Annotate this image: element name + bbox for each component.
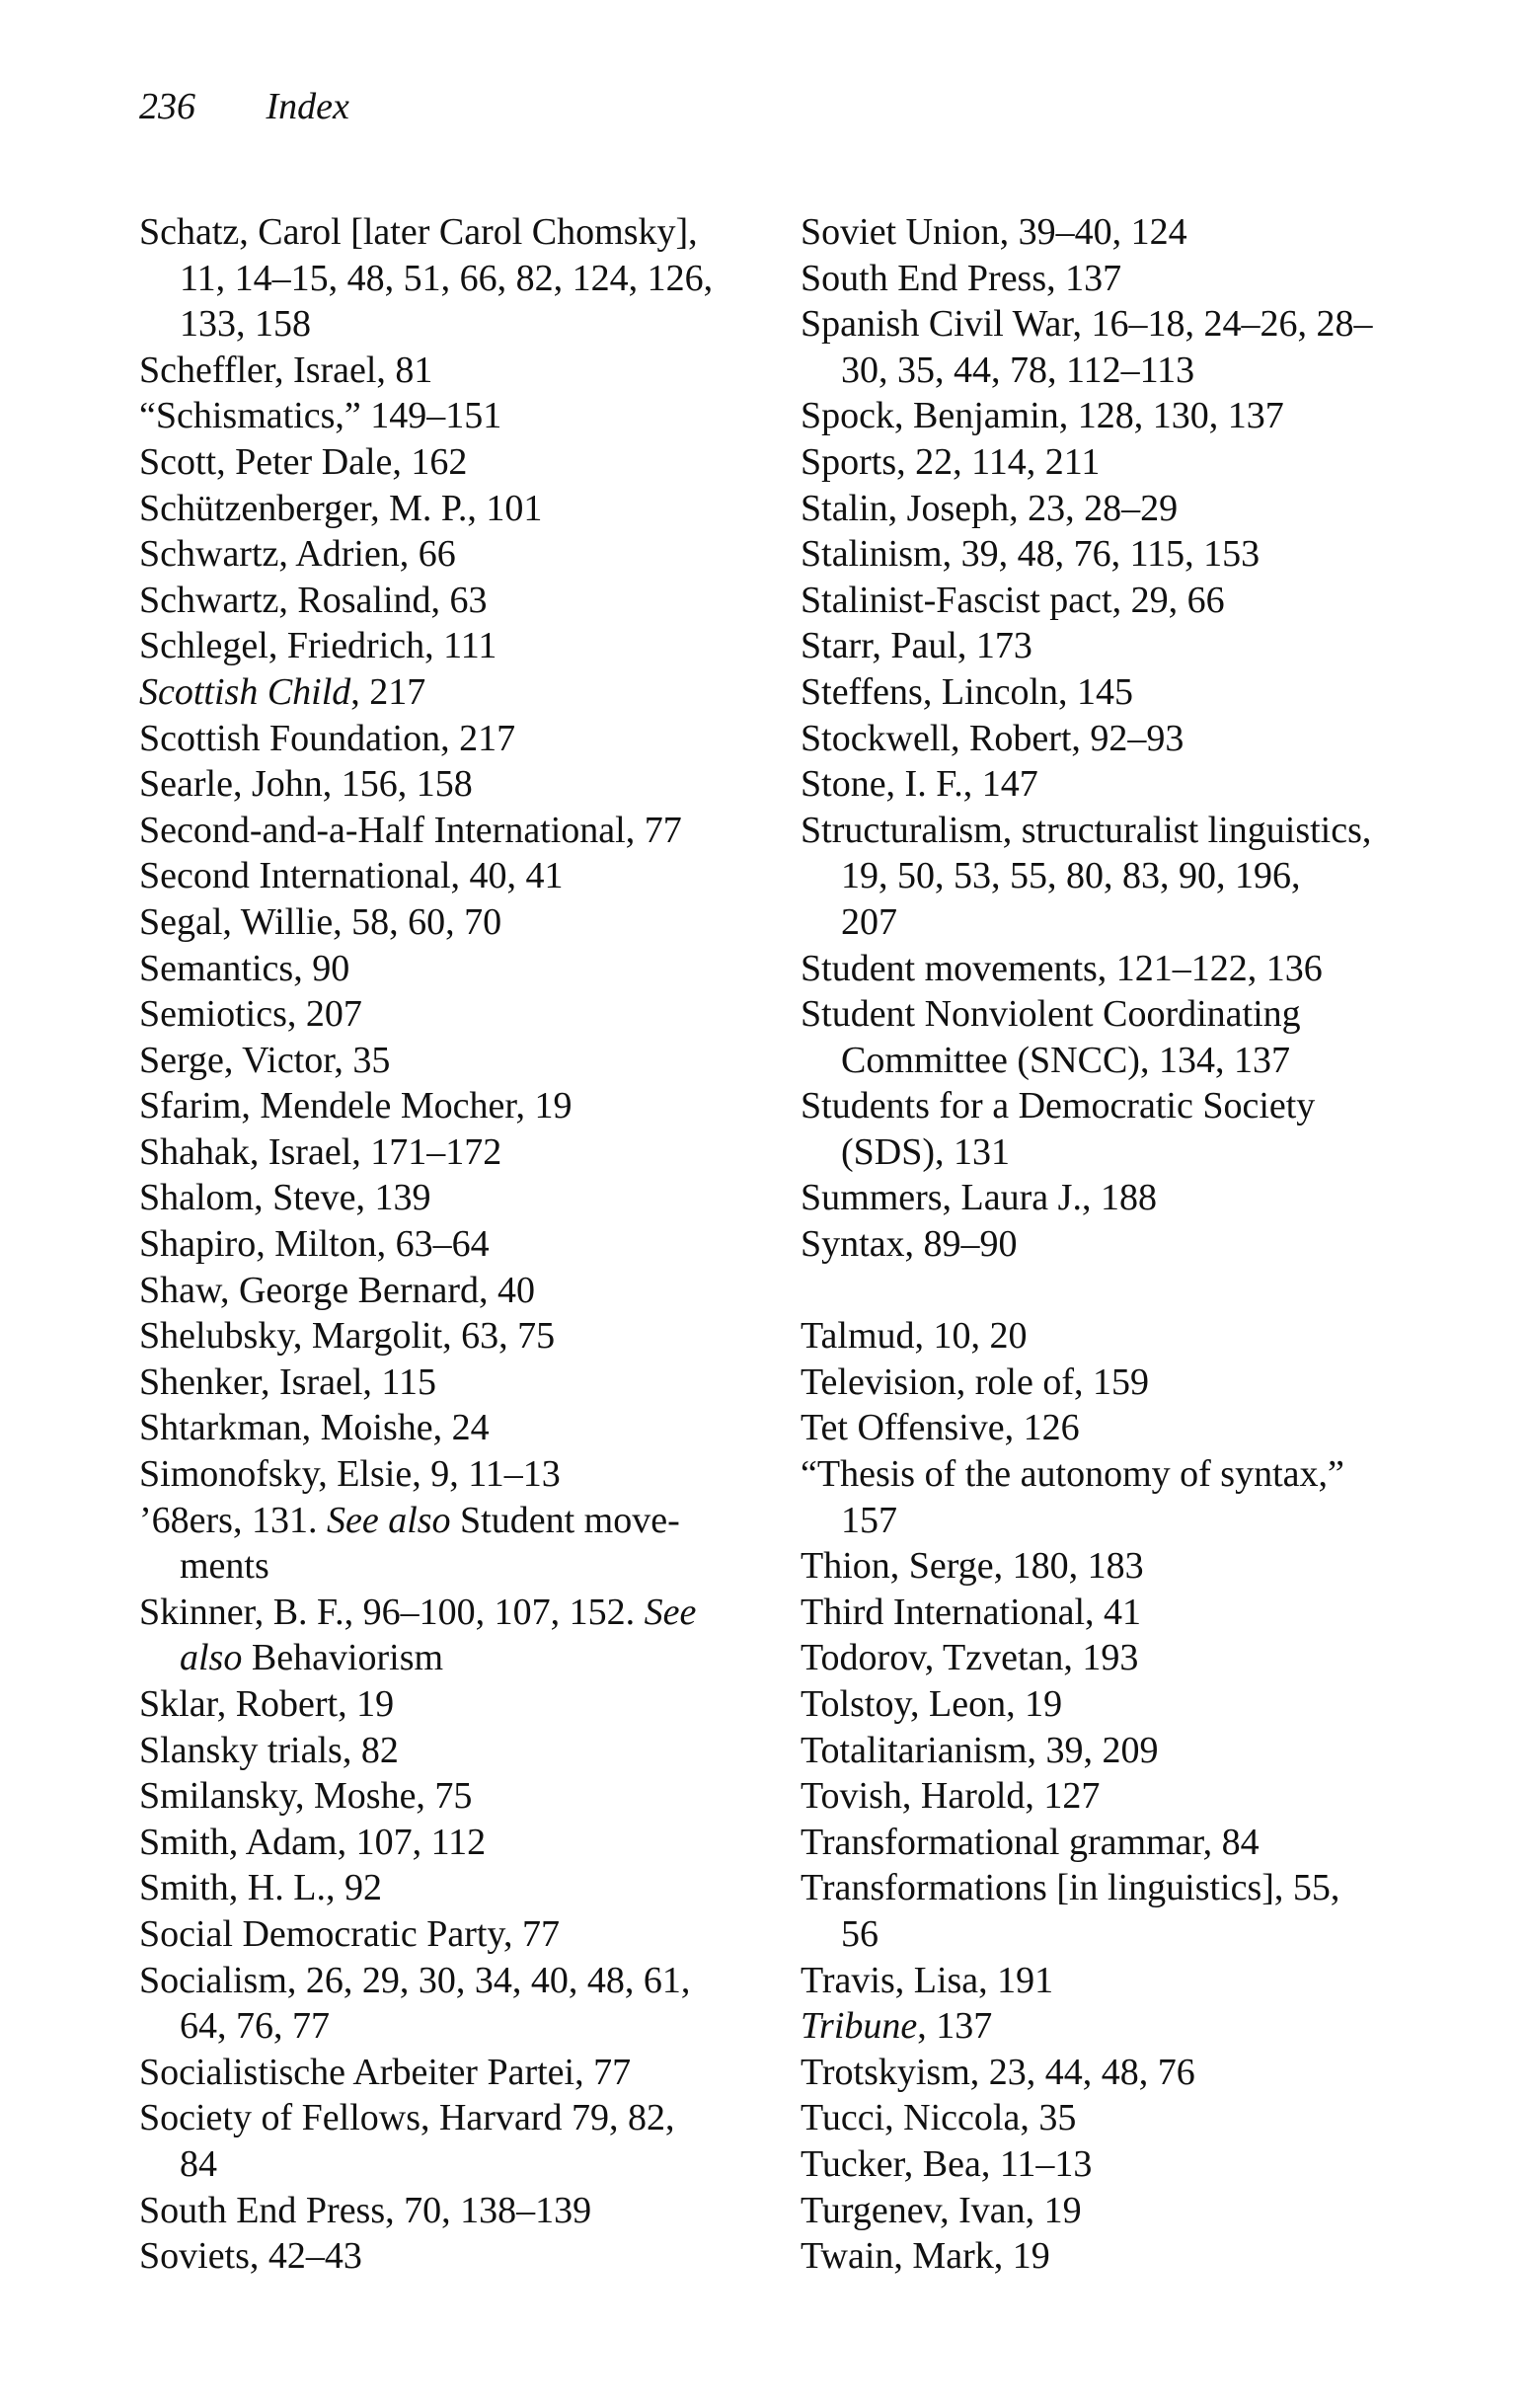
page-number: 236 (139, 86, 195, 127)
index-entry (801, 1543, 1472, 1590)
index-column-right (801, 209, 1472, 2280)
index-entry (801, 623, 1472, 669)
index-entry (801, 1958, 1472, 2004)
index-entry (801, 761, 1472, 808)
index-entry (801, 1728, 1472, 1774)
index-entry (801, 2003, 1472, 2050)
index-entry (801, 1681, 1472, 1728)
index-entry (801, 2050, 1472, 2096)
entry-text: Semiotics, 207 (139, 993, 362, 1036)
index-entry (139, 1590, 810, 1681)
index-entry (801, 2141, 1472, 2188)
entry-text: Turgenev, Ivan, 19 (801, 2189, 1082, 2231)
entry-text: Schwartz, Adrien, 66 (139, 533, 456, 576)
index-entry (801, 669, 1472, 716)
entry-text: South End Press, 137 (801, 257, 1122, 299)
index-entry (801, 1590, 1472, 1636)
entry-text: Second-and-a-Half International, 77 (139, 809, 682, 851)
index-entry (801, 2233, 1472, 2280)
entry-text: Transformations [in linguistics], 55, 56 (801, 1867, 1340, 1955)
entry-text: Student movements, 121–122, 136 (801, 947, 1323, 989)
entry-text: Soviet Union, 39–40, 124 (801, 211, 1187, 253)
entry-text: Socialistische Arbeiter Partei, 77 (139, 2051, 632, 2093)
index-entry (139, 1911, 810, 1958)
index-entry (801, 991, 1472, 1083)
entry-text: Twain, Mark, 19 (801, 2235, 1050, 2278)
entry-text: Structuralism, structuralist linguistics, 19, 50, 53, 55, 80, 83, 90, 196, 207 (801, 809, 1372, 943)
index-entry (139, 1083, 810, 1129)
entry-text: Stone, I. F., 147 (801, 763, 1038, 806)
entry-text: Totalitarianism, 39, 209 (801, 1729, 1159, 1771)
index-entry (139, 1175, 810, 1221)
index-entry (801, 716, 1472, 762)
entry-text: Tet Offensive, 126 (801, 1407, 1080, 1449)
entry-text: Student Nonviolent Coordinating Committee (SNCC), 134, 137 (801, 993, 1301, 1081)
entry-text: Tucci, Niccola, 35 (801, 2097, 1077, 2139)
entry-text: Scottish Foundation, 217 (139, 717, 516, 759)
entry-text: Smilansky, Moshe, 75 (139, 1775, 473, 1818)
index-entry (139, 761, 810, 808)
entry-text: Tovish, Harold, 127 (801, 1775, 1101, 1818)
entry-text: Trotskyism, 23, 44, 48, 76 (801, 2051, 1195, 2093)
entry-text: Stockwell, Robert, 92–93 (801, 717, 1184, 759)
index-entry (801, 1405, 1472, 1451)
index-entry (139, 1681, 810, 1728)
entry-text: Spock, Benjamin, 128, 130, 137 (801, 395, 1284, 437)
index-entry (139, 1865, 810, 1911)
index-entry (139, 853, 810, 899)
entry-text: Second International, 40, 41 (139, 855, 564, 897)
entry-text: Syntax, 89–90 (801, 1223, 1018, 1266)
entry-text: Serge, Victor, 35 (139, 1039, 391, 1081)
index-entry (139, 1359, 810, 1406)
index-entry (139, 946, 810, 992)
entry-text: Smith, H. L., 92 (139, 1867, 382, 1909)
index-entry (139, 2050, 810, 2096)
section-gap (801, 1268, 1472, 1314)
index-entry (801, 1221, 1472, 1268)
index-entry (801, 1635, 1472, 1681)
index-entry (139, 1451, 810, 1498)
entry-text: Slansky trials, 82 (139, 1729, 399, 1771)
entry-text: Schatz, Carol [later Carol Chomsky], 11, 14–15, 48, 51, 66, 82, 124, 126, 133, 158 (139, 211, 714, 346)
index-entry (139, 1221, 810, 1268)
index-entry (139, 486, 810, 532)
index-entry (139, 899, 810, 946)
index-entry (801, 578, 1472, 624)
entry-italic: Scottish Child (139, 670, 351, 713)
index-entry (801, 1820, 1472, 1866)
entry-text: Social Democratic Party, 77 (139, 1912, 560, 1955)
entry-text: Stalinist-Fascist pact, 29, 66 (801, 579, 1225, 621)
entry-text: Shapiro, Milton, 63–64 (139, 1223, 490, 1266)
index-entry (801, 946, 1472, 992)
entry-text: Thion, Serge, 180, 183 (801, 1545, 1144, 1588)
entry-text: Skinner, B. F., 96–100, 107, 152. (139, 1591, 645, 1633)
entry-text: Todorov, Tzvetan, 193 (801, 1637, 1139, 1679)
index-entry (801, 301, 1472, 393)
entry-text: Travis, Lisa, 191 (801, 1959, 1054, 2001)
index-entry (139, 393, 810, 439)
index-entry (139, 2095, 810, 2187)
entry-text: Stalinism, 39, 48, 76, 115, 153 (801, 533, 1261, 576)
index-entry (139, 531, 810, 578)
entry-text: Spanish Civil War, 16–18, 24–26, 28– 30, 35, 44, 78, 112–113 (801, 303, 1373, 391)
entry-italic: See also (180, 1591, 697, 1679)
entry-text: Socialism, 26, 29, 30, 34, 40, 48, 61, 64, 76, 77 (139, 1959, 691, 2048)
index-entry (139, 1405, 810, 1451)
index-entry (801, 209, 1472, 256)
index-entry (139, 1958, 810, 2050)
index-entry (139, 1268, 810, 1314)
index-entry (139, 1773, 810, 1820)
entry-text: Stalin, Joseph, 23, 28–29 (801, 487, 1179, 529)
index-entry (801, 1359, 1472, 1406)
index-entry (139, 2188, 810, 2234)
index-entry (139, 1038, 810, 1084)
index-entry (139, 669, 810, 716)
entry-text: “Schismatics,” 149–151 (139, 395, 502, 437)
entry-text: Simonofsky, Elsie, 9, 11–13 (139, 1453, 561, 1496)
entry-text: Transformational grammar, 84 (801, 1821, 1260, 1863)
entry-italic: Tribune (801, 2005, 918, 2048)
entry-text: Segal, Willie, 58, 60, 70 (139, 900, 502, 943)
entry-text: Sklar, Robert, 19 (139, 1683, 395, 1725)
entry-text: Talmud, 10, 20 (801, 1315, 1028, 1358)
entry-text: Shaw, George Bernard, 40 (139, 1269, 536, 1311)
index-entry (139, 1728, 810, 1774)
entry-text: Sports, 22, 114, 211 (801, 440, 1101, 483)
index-entry (801, 486, 1472, 532)
index-entry (139, 1129, 810, 1176)
entry-text: Soviets, 42–43 (139, 2235, 362, 2278)
entry-text: Society of Fellows, Harvard 79, 82, 84 (139, 2097, 675, 2185)
entry-text: Summers, Laura J., 188 (801, 1177, 1157, 1219)
index-entry (139, 623, 810, 669)
index-entry (139, 716, 810, 762)
entry-text: , 217 (350, 670, 426, 713)
entry-text: Shalom, Steve, 139 (139, 1177, 431, 1219)
index-entry (801, 808, 1472, 946)
entry-text: Students for a Democratic Society (SDS), 131 (801, 1085, 1316, 1173)
index-entry (139, 1820, 810, 1866)
index-entry (801, 1451, 1472, 1543)
entry-text: Behaviorism (242, 1637, 444, 1679)
entry-text: Schwartz, Rosalind, 63 (139, 579, 488, 621)
page-title: Index (266, 86, 349, 127)
entry-text: Searle, John, 156, 158 (139, 763, 473, 806)
entry-text: Scott, Peter Dale, 162 (139, 440, 468, 483)
entry-text: Tolstoy, Leon, 19 (801, 1683, 1063, 1725)
index-entry (801, 531, 1472, 578)
index-entry (801, 1313, 1472, 1359)
entry-text: Schlegel, Friedrich, 111 (139, 625, 497, 667)
index-entry (801, 1083, 1472, 1175)
entry-text: Scheffler, Israel, 81 (139, 349, 433, 391)
entry-text: Shtarkman, Moishe, 24 (139, 1407, 490, 1449)
index-entry (139, 1313, 810, 1359)
entry-text: Steffens, Lincoln, 145 (801, 670, 1134, 713)
running-header (139, 85, 349, 128)
index-entry (139, 808, 810, 854)
index-entry (801, 439, 1472, 486)
entry-text: “Thesis of the autonomy of syntax,” 157 (801, 1453, 1344, 1541)
index-entry (139, 439, 810, 486)
index-entry (139, 578, 810, 624)
entry-text: , 137 (917, 2005, 993, 2048)
entry-text: Television, role of, 159 (801, 1360, 1149, 1403)
entry-text: Sfarim, Mendele Mocher, 19 (139, 1085, 573, 1127)
entry-text: South End Press, 70, 138–139 (139, 2189, 592, 2231)
entry-text: Third International, 41 (801, 1591, 1142, 1633)
entry-text: Student move- ments (180, 1499, 680, 1588)
entry-text: Starr, Paul, 173 (801, 625, 1032, 667)
entry-italic: See also (326, 1499, 451, 1541)
entry-text: Shenker, Israel, 115 (139, 1360, 436, 1403)
entry-text: Schützenberger, M. P., 101 (139, 487, 543, 529)
index-entry (139, 348, 810, 394)
index-entry (139, 991, 810, 1038)
index-entry (801, 1865, 1472, 1957)
index-entry (801, 2095, 1472, 2141)
entry-text: Tucker, Bea, 11–13 (801, 2142, 1093, 2185)
entry-text: Shelubsky, Margolit, 63, 75 (139, 1315, 556, 1358)
index-entry (801, 1773, 1472, 1820)
entry-text: Shahak, Israel, 171–172 (139, 1130, 502, 1173)
entry-text: Semantics, 90 (139, 947, 350, 989)
entry-text: ’68ers, 131. (139, 1499, 327, 1541)
index-entry (139, 2233, 810, 2280)
entry-text: Smith, Adam, 107, 112 (139, 1821, 487, 1863)
index-entry (801, 2188, 1472, 2234)
index-entry (801, 393, 1472, 439)
index-column-left (139, 209, 810, 2280)
index-entry (801, 1175, 1472, 1221)
index-entry (139, 209, 810, 348)
index-entry (801, 256, 1472, 302)
index-entry (139, 1498, 810, 1590)
